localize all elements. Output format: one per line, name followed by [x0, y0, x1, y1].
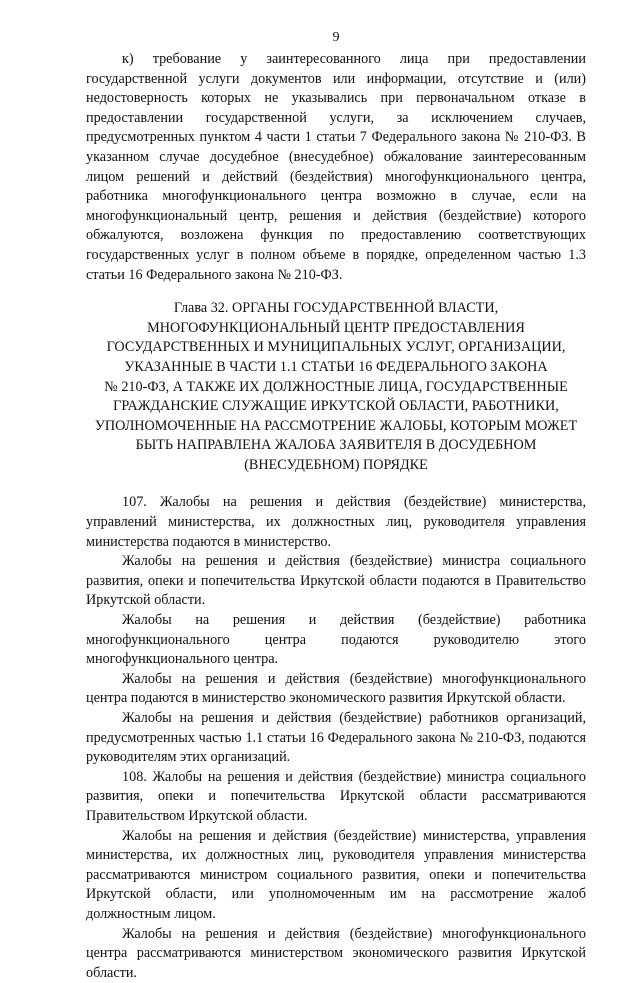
- chapter-heading-line: ГРАЖДАНСКИЕ СЛУЖАЩИЕ ИРКУТСКОЙ ОБЛАСТИ, РАБОТНИКИ,: [113, 398, 559, 415]
- paragraph-complaints-mfc-review: Жалобы на решения и действия (бездействие) многофункционального центра рассматриваются министерством экономического развития Иркутской области.: [86, 925, 586, 981]
- chapter-heading-line: Глава 32. ОРГАНЫ ГОСУДАРСТВЕННОЙ ВЛАСТИ,: [173, 300, 499, 317]
- chapter-heading-line: УКАЗАННЫЕ В ЧАСТИ 1.1 СТАТЬИ 16 ФЕДЕРАЛЬНОГО ЗАКОНА: [124, 358, 548, 375]
- paragraph-107: 107. Жалобы на решения и действия (бездействие) министерства, управлений министерства, их должностных лиц, руководителя управления министерства подаются в министерство.: [86, 494, 586, 550]
- paragraph-108: 108. Жалобы на решения и действия (бездействие) министра социального развития, опеки и попечительства Иркутской области рассматриваются Правительством Иркутской области.: [86, 768, 586, 824]
- paragraph-complaints-ministry-review: Жалобы на решения и действия (бездействие) министерства, управления министерства, их должностных лиц, руководителя управления министерства рассматриваются министром социального развития, опеки и попечительства Иркутской области, или уполномоченным им на рассмотрение жалоб должностным лицом.: [86, 827, 586, 922]
- paragraph-complaints-minister: Жалобы на решения и действия (бездействие) министра социального развития, опеки и попечительства Иркутской области подаются в Правительство Иркутской области.: [86, 553, 586, 609]
- chapter-heading-line: ГОСУДАРСТВЕННЫХ И МУНИЦИПАЛЬНЫХ УСЛУГ, ОРГАНИЗАЦИИ,: [106, 339, 566, 356]
- paragraph-intro: к) требование у заинтересованного лица при предоставлении государственной услуги документов или информации, отсутствие и (или) недостоверность которых не указывались при первоначальном отказе в предоставлении государственной услуги, за исключением случаев, предусмотренных пунктом 4 части 1 статьи 7 Федерального закона № 210-ФЗ. В указанном случае досудебное (внесудебное) обжалование заинтересованным лицом решений и действий (бездействия) многофункционального центра, работника многофункционального центра возможно в случае, если на многофункциональный центр, решения и действия (бездействие) которого обжалуются, возложена функция по предоставлению соответствующих государственных услуг в полном объеме в порядке, определенном частью 1.3 статьи 16 Федерального закона № 210-ФЗ.: [86, 51, 586, 283]
- chapter-heading-line: МНОГОФУНКЦИОНАЛЬНЫЙ ЦЕНТР ПРЕДОСТАВЛЕНИЯ: [147, 319, 525, 336]
- paragraph-complaints-mfc: Жалобы на решения и действия (бездействие) многофункционального центра подаются в министерство экономического развития Иркутской области.: [86, 670, 586, 707]
- chapter-heading-line: БЫТЬ НАПРАВЛЕНА ЖАЛОБА ЗАЯВИТЕЛЯ В ДОСУДЕБНОМ: [135, 437, 537, 454]
- chapter-heading-line: № 210-ФЗ, А ТАКЖЕ ИХ ДОЛЖНОСТНЫЕ ЛИЦА, ГОСУДАРСТВЕННЫЕ: [104, 378, 568, 395]
- paragraph-complaints-mfc-employee: Жалобы на решения и действия (бездействие) работника многофункционального центра подаются руководителю этого многофункционального центра.: [86, 612, 586, 668]
- chapter-heading-line: УПОЛНОМОЧЕННЫЕ НА РАССМОТРЕНИЕ ЖАЛОБЫ, КОТОРЫМ МОЖЕТ: [94, 417, 578, 434]
- chapter-heading: [86, 299, 586, 475]
- page-number: 9: [332, 30, 340, 45]
- paragraph-complaints-organizations: Жалобы на решения и действия (бездействие) работников организаций, предусмотренных частью 1.1 статьи 16 Федерального закона № 210-ФЗ, подаются руководителям этих организаций.: [86, 710, 586, 766]
- chapter-heading-line: (ВНЕСУДЕБНОМ) ПОРЯДКЕ: [244, 456, 428, 473]
